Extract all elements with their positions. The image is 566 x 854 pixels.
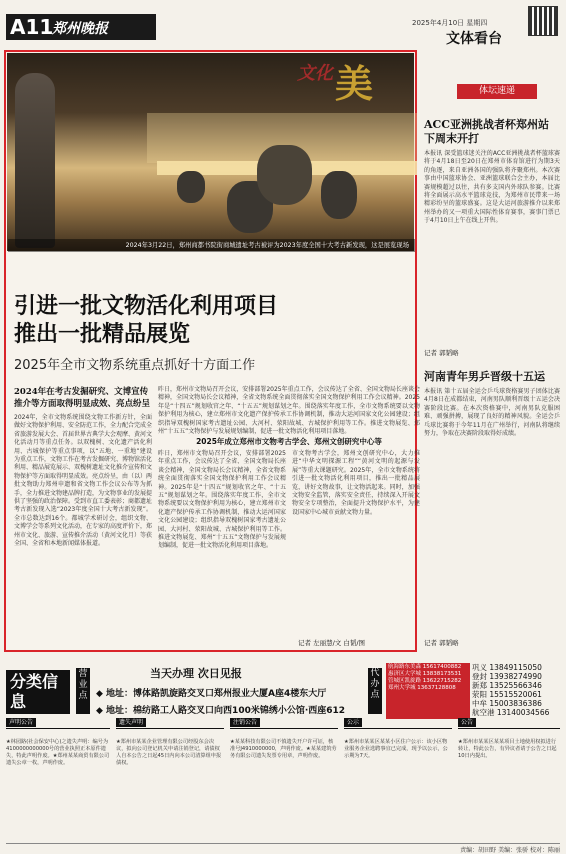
body-column-2: 昨日，郑州市文物局召开会议，安排部署2025年重点工作，会议传达了全省、全国文物局长座谈会精神，全国文物局长会议精神，全省文物系统全面贯彻落实全国文物保护利用工作会议精神。2025年是“十四五”规划收官之年、“十五五”规划谋划之年。围绕落实年度工作，全市文物系统要以文物保护利用为核心，建立郑州市文化遗产保护传承工作协调机制，推动大运河国家文化公园建设；组织指导双槐树国家考古遗址公园、大河村、荥阳故城、古城保护利用等工作。推进文物展览、郑州“十五五”文物保护与发展规划编制，促进一批文物活化利用项目落地。 <box>158 386 420 436</box>
daily-notice: 当天办理 次日见报 <box>150 667 242 680</box>
subheadline: 2025年全市文物系统重点抓好十方面工作 <box>14 358 256 373</box>
classified-head: 遗失声明 <box>116 718 146 727</box>
classified-head: 注销公告 <box>230 718 260 727</box>
classified-cell: ★某某科技有限公司不慎遗失开户许可证，核准号J4910000000，声明作废。★某某建筑劳务有限公司遗失发票专用章，声明作废。 <box>230 728 338 840</box>
section-subtitle: 2025年成立郑州市文物考古学会、郑州文创研究中心等 <box>196 437 382 446</box>
body-column-3: 昨日，郑州市文物局召开会议，安排部署2025年重点工作，会议传达了全省、全国文物局长座谈会精神，全国文物局长会议精神，全省文物系统全面贯彻落实全国文物保护利用工作会议精神。2025年是“十四五”规划收官之年、“十五五”规划谋划之年。围绕落实年度工作，全市文物系统要以文物保护利用为核心，建立郑州市文化遗产保护传承工作协调机制，推动大运河国家文化公园建设；组织指导双槐树国家考古遗址公园、大河村、荥阳故城、古城保护利用等工作。推进文物展览、郑州“十五五”文物保护与发展规划编制，促进一批文物活化利用项目落地。 <box>158 450 286 550</box>
classified-cell: ★郑州市某某区某某项目土地使用权拟进行转让，特此公告，有异议者请于公告之日起10日内提出。 <box>458 728 560 840</box>
masthead <box>0 0 566 47</box>
classified-head: 公告 <box>458 718 476 727</box>
story1-title: ACC亚洲挑战者杯郑州站下周末开打 <box>424 118 550 145</box>
deco-mei: 美 <box>335 61 374 106</box>
page-number: A11 <box>6 14 156 40</box>
business-point-label: 营业点 <box>76 668 90 714</box>
classified-head: 公示 <box>344 718 362 727</box>
story2-byline: 记者 郭韬略 <box>424 639 459 647</box>
artifact-pot <box>321 171 357 219</box>
section-title: 文体看台 <box>446 31 502 47</box>
classified-cell: ★林园路(社会保安中心)之遗失声明：编号为4100000000000号的营业执照正本原件遗失，特此声明作废。★郑州某某商贸有限公司遗失公章一枚，声明作废。 <box>6 728 110 840</box>
photo-caption: 2024年3月22日，郑州商都书院街商城遗址考古被评为2023年度全国十大考古新发现，这是展览现场 <box>8 239 415 252</box>
headline <box>14 292 278 348</box>
body-column-1: 2024年，全市文物系统围绕文物工作新方针，全面做好文物保护利用、安全防范工作，全力配合完成全省旅游发展大会、首届世界古典学大会观摩、黄河文化活动月等重点任务。以双槐树、文化遗产活化利用、古城保护等重点事项，以“五地、一重地”建设为重点工作，文物工作在考古发掘研究、博物馆活化利用、精品展览展示、双槐树遗址文化推介宣传和文物保护等方面取得明显成效。亮点纷呈，由（以）两批文物助力郑州申遗和省文物工作会议公布等为抓手，全力推进文物建品牌打造，为文物事业的发展提供了坚强的政治保障。受到市直工委表彰；商都遗址考古新发现入选“2023年度全国十大考古新发现”。全市总数达到16个。都城学术研讨会，组织文物、文博学会等系列文化活动，在专家的高度评价下，郑州市文化、旅游、宣传推介活动（黄河文化月）等获全国、全省和本地新闻媒体报道。 <box>14 414 153 548</box>
artifact-pot <box>177 171 205 203</box>
artifact-pot <box>257 145 312 205</box>
page-footer: 责编：胡田野 美编：张骄 校对：陈丽 <box>6 843 560 854</box>
sports-tag: 体坛速递 <box>457 84 537 99</box>
deco-wenhua: 文化 <box>297 63 333 84</box>
story2-body: 本报讯 第十五届全运会乒乓球资格赛男子团体比赛4月8日在成都结束，河南男队顺利晋级十五运会决赛阶段比赛。在本次资格赛中，河南男队克服困难、顽强拼搏，展现了良好的精神风貌。全运会乒乓球比赛将于今年11月在广州举行，河南队将继续努力，争取在决赛阶段取得好成绩。 <box>424 388 560 438</box>
classified-head: 声明公告 <box>6 718 36 727</box>
story1-byline: 记者 郭韬略 <box>424 349 459 357</box>
visitor-figure <box>15 73 55 248</box>
headline-line-1: 引进一批文物活化利用项目 <box>14 293 279 319</box>
classified-cell: ★郑州市某某区某某小区住户公示：该小区物业服务企业选聘事宜已完成，现予以公示，公示期为7天。 <box>344 728 452 840</box>
address-1: ◆ 地址：博体路凯旋路交叉口郑州报业大厦A座4楼东大厅 <box>96 689 327 699</box>
feature-article <box>4 50 420 652</box>
agency-phones: 航海路东美森 15617400882 惠济区大学城 13838173531 管城区凯旋路 13622715282 郑州大学城 13637128808 <box>386 663 470 719</box>
feature-byline: 记者 左丽慧/文 白韬/图 <box>298 639 366 647</box>
paper-name: 郑州晚报 <box>52 21 108 37</box>
body-column-4: 市文物考古学会，郑州文创研究中心，大力推进“中华文明探源工程”“黄河文明的起源与发展”等重大课题研究。2025年，全市文物系统将引进一批文物活化利用项目，推出一批精品展览，讲好文物故事，让文物活起来。同时，加强文物安全监管，落实安全责任，持续深入开展文物安全专项整治，全面提升文物保护水平，为建设国家中心城市贡献文物力量。 <box>292 450 420 516</box>
museum-photo <box>7 53 414 251</box>
issue-date: 2025年4月10日 星期四 <box>412 19 488 27</box>
address-2: ◆ 地址：棉纺路工人路交叉口向西100米锦绣小公馆·西座612 <box>96 706 346 716</box>
qr-code-icon <box>528 6 558 36</box>
lead-text: 2024年在考古发掘研究、文博宣传推介等方面取得明显成效、亮点纷呈 <box>14 387 151 409</box>
regional-phones: 巩义 13849115050 登封 13938274990 新郑 13525566346 荥阳 15515520061 中牟 15003836386 航空港 13140034566 <box>472 663 550 717</box>
story2-title: 河南青年男乒晋级十五运 <box>424 370 545 383</box>
story1-body: 本报讯 深受篮球迷关注的ACC亚洲挑战者杯篮球赛将于4月18日至20日在郑州市体育馆进行为期3天的角逐，来自亚洲各国的强队将齐聚郑州。本次赛事由中国篮球协会、亚洲篮球联合会主办，本届比赛规模超过以往，共有多支国内外球队参赛。比赛将全面展示高水平篮球竞技，为郑州市民带来一场精彩纷呈的篮球盛宴。这是大运河旅游推介以来郑州举办的又一项重大国际性体育赛事，赛事门票已于4月10日上午在线上开售。 <box>424 150 560 225</box>
headline-line-2: 推出一批精品展览 <box>14 321 191 347</box>
classifieds-label: 分类信息 <box>6 670 70 714</box>
classified-cell: ★郑州市某某企业管理有限公司经股东会决议，拟向公司登记机关申请注销登记，请债权人自本公告之日起45日内向本公司清算组申报债权。 <box>116 728 224 840</box>
agency-label: 代办点 <box>368 668 382 714</box>
